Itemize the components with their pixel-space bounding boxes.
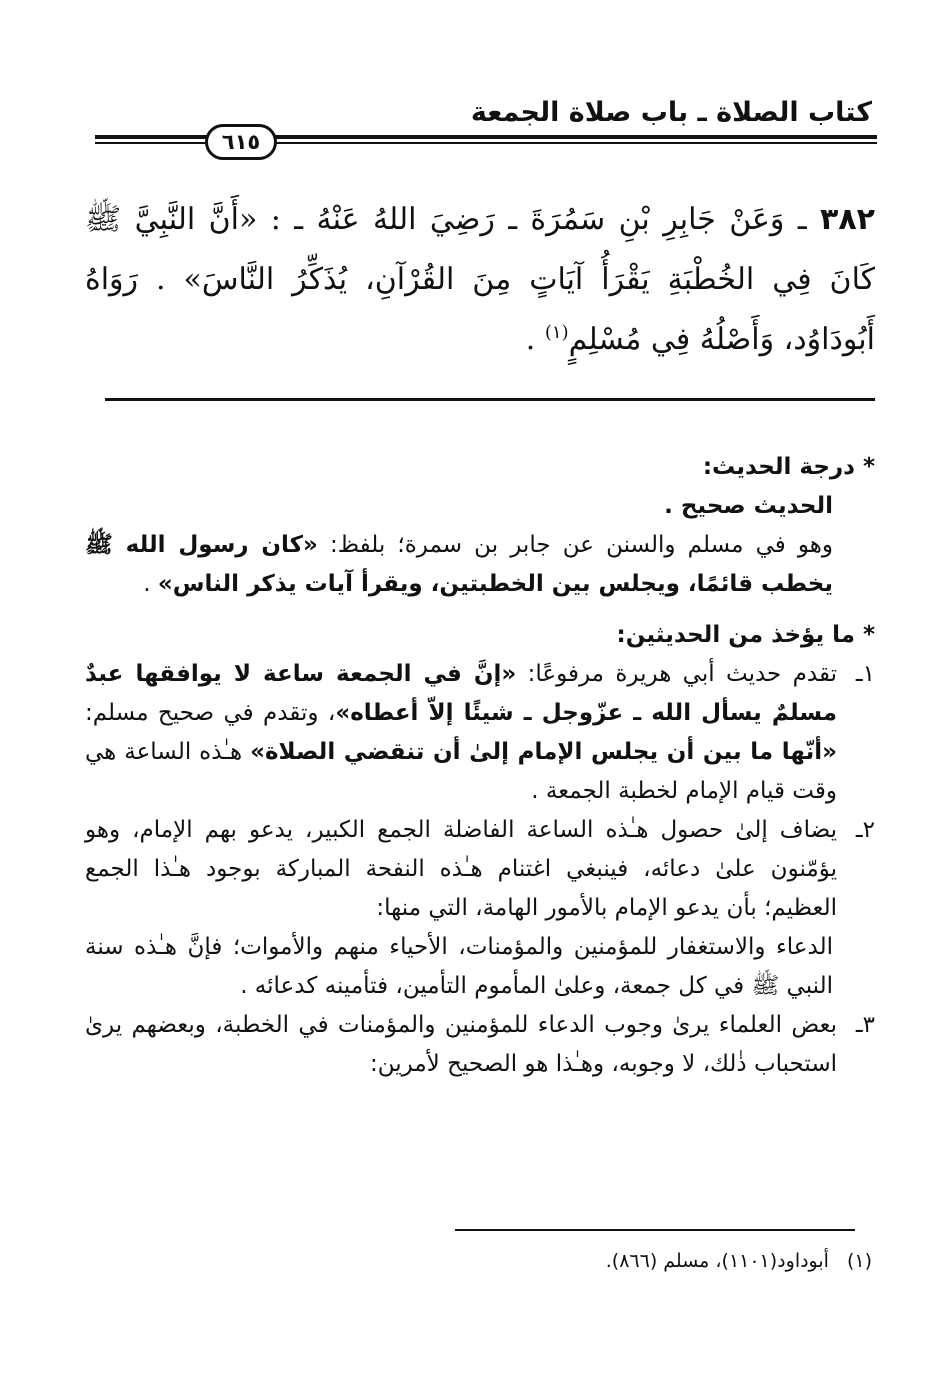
hadith-text <box>85 190 875 370</box>
lesson-item-2 <box>85 811 875 928</box>
grade-paragraph <box>85 526 875 604</box>
hadith-body: ـ وَعَنْ جَابِرِ بْنِ سَمُرَةَ ـ رَضِيَ اللهُ عَنْهُ ـ : «أَنَّ النَّبِيَّ ﷺ كَانَ فِي الخُطْبَةِ يَقْرَأُ آيَاتٍ مِنَ القُرْآنِ، يُذَكِّرُ النَّاسَ» . رَوَاهُ أَبُودَاوُد، وَأَصْلُهُ فِي مُسْلِمٍ <box>85 202 875 357</box>
lesson-1-quote-1: «إنَّ في الجمعة ساعة لا يوافقها عبدٌ مسلمٌ يسأل الله ـ عزّوجل ـ شيئًا إلاّ أعطاه» <box>85 661 837 726</box>
footnote-reference: (١) <box>544 322 569 343</box>
lesson-1-part-3: هـٰذه الساعة هي وقت قيام الإمام لخطبة الجمعة . <box>85 739 837 804</box>
lesson-text-1 <box>85 655 837 811</box>
hadith-end: . <box>525 322 545 357</box>
lesson-2-subparagraph: الدعاء والاستغفار للمؤمنين والمؤمنات، الأحياء منهم والأموات؛ فإنَّ هـٰذه سنة النبي ﷺ في كل جمعة، وعلىٰ المأموم التأمين، فتأمينه كدعائه . <box>85 934 833 999</box>
lesson-1-part-1: تقدم حديث أبي هريرة مرفوعًا: <box>516 661 837 687</box>
grade-verdict: الحديث صحيح . <box>664 493 833 519</box>
grade-paragraph-intro: وهو في مسلم والسنن عن جابر بن سمرة؛ بلفظ: <box>317 532 834 558</box>
lesson-marker-1: ١ـ <box>855 661 875 687</box>
grade-paragraph-quote: «كان رسول الله ﷺ يخطب قائمًا، ويجلس بين الخطبتين، ويقرأ آيات يذكر الناس» <box>85 532 833 597</box>
footnote-text: أبوداود(١١٠١)، مسلم (٨٦٦). <box>605 1250 829 1272</box>
lesson-marker-2: ٢ـ <box>855 817 875 843</box>
running-header-title: كتاب الصلاة ـ باب صلاة الجمعة <box>470 97 872 128</box>
grade-paragraph-end: . <box>143 571 158 597</box>
lesson-text-3: بعض العلماء يرىٰ وجوب الدعاء للمؤمنين والمؤمنات في الخطبة، وبعضهم يرىٰ استحباب ذٰلك، لا وجوبه، وهـٰذا هو الصحيح لأمرين: <box>85 1012 837 1077</box>
footnote-number: (١) <box>846 1250 872 1272</box>
grade-heading: * درجة الحديث: <box>702 454 875 480</box>
lesson-1-quote-2: «أنّها ما بين أن يجلس الإمام إلىٰ أن تنقضي الصلاة» <box>250 739 837 765</box>
lessons-heading: * ما يؤخذ من الحديثين: <box>616 622 875 648</box>
footnote-rule <box>455 1229 855 1231</box>
lesson-item-3 <box>85 1006 875 1084</box>
lesson-1-part-2: ، وتقدم في صحيح مسلم: <box>85 700 336 726</box>
lesson-marker-3: ٣ـ <box>855 1012 875 1038</box>
lesson-text-2: يضاف إلىٰ حصول هـٰذه الساعة الفاضلة الجمع الكبير، يدعو بهم الإمام، وهو يؤمّنون علىٰ دعائه، فينبغي اغتنام هـٰذه النفحة المباركة بوجود هـٰذا الجمع العظيم؛ بأن يدعو الإمام بالأمور الهامة، التي منها: <box>85 817 837 921</box>
commentary <box>85 448 875 1084</box>
lesson-item-1 <box>85 655 875 811</box>
page-number: ٦١٥ <box>205 124 277 160</box>
footnote <box>82 1246 872 1276</box>
section-divider <box>105 398 875 401</box>
hadith-number: ٣٨٢ <box>820 202 875 237</box>
